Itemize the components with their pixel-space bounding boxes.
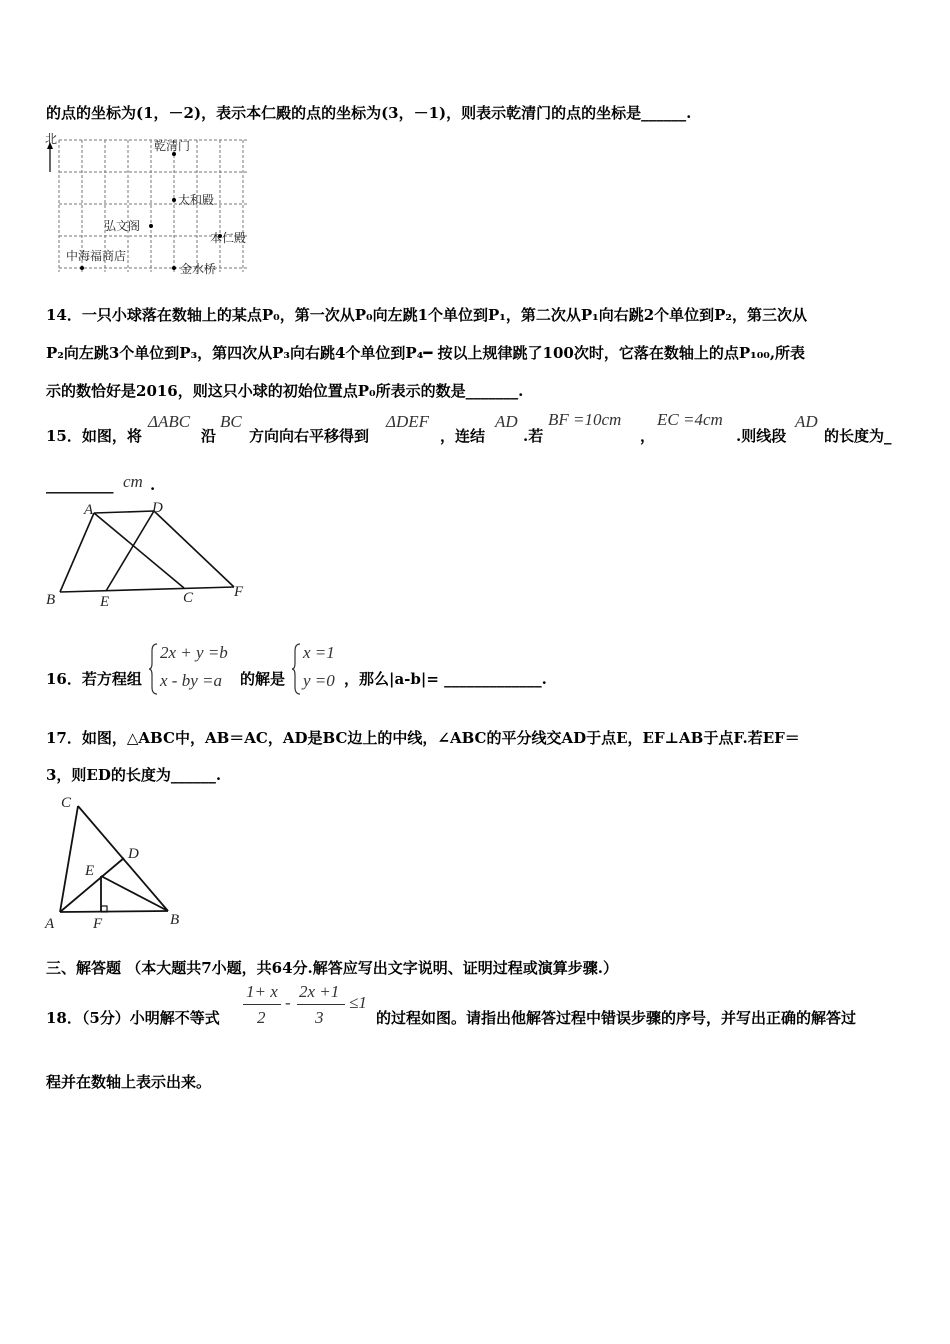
q14-line1: 14．一只小球落在数轴上的某点P₀，第一次从P₀向左跳1个单位到P₁，第二次从P₁向右跳2个单位到P₂，第三次从 bbox=[46, 306, 807, 324]
q15-math-def: ΔDEF bbox=[386, 412, 430, 431]
q15-text-1: 15．如图，将 bbox=[46, 427, 142, 445]
q15-math-ad: AD bbox=[495, 412, 518, 431]
label-d: D bbox=[152, 500, 163, 516]
map-label-zhonghai: 中海福商店 bbox=[66, 249, 127, 263]
q18-minus: - bbox=[285, 993, 291, 1012]
q15-math-bc: BC bbox=[220, 412, 242, 431]
q15-math-abc: ΔABC bbox=[148, 412, 191, 431]
label-d: D bbox=[128, 846, 139, 862]
map-label-benrendian: 本仁殿 bbox=[210, 231, 247, 245]
q16-sol1: x =1 bbox=[303, 643, 335, 662]
q15-text-2: 沿 bbox=[201, 427, 217, 445]
q17-line2: 3，则ED的长度为______. bbox=[46, 766, 222, 784]
north-label: 北 bbox=[45, 132, 58, 146]
palace-map-figure bbox=[44, 132, 254, 278]
q15-math-ec: EC =4cm bbox=[657, 410, 723, 429]
q15-math-bf: BF =10cm bbox=[548, 410, 622, 429]
q15-text-7: .则线段 bbox=[736, 427, 787, 445]
q16-sol2: y =0 bbox=[303, 671, 335, 690]
q14-line3: 示的数恰好是2016，则这只小球的初始位置点P₀所表示的数是_______. bbox=[46, 382, 524, 400]
q15-math-ad2: AD bbox=[795, 412, 818, 431]
triangle-figure bbox=[44, 790, 194, 932]
map-label-qianqingmen: 乾清门 bbox=[154, 139, 191, 153]
label-a: A bbox=[84, 502, 94, 518]
label-e: E bbox=[85, 863, 95, 879]
q15-text-4: ，连结 bbox=[440, 427, 486, 445]
q13-text: 的点的坐标为(1，－2)，表示本仁殿的点的坐标为(3，－1)，则表示乾清门的点的坐标是______. bbox=[46, 104, 692, 122]
q16-text-3: ，那么|a-b|= _____________. bbox=[344, 670, 547, 688]
q18-frac2-den: 3 bbox=[315, 1008, 324, 1027]
q18-text-1: 18．（5分）小明解不等式 bbox=[46, 1009, 220, 1027]
label-c: C bbox=[61, 795, 72, 811]
q15-text-3: 方向向右平移得到 bbox=[249, 427, 370, 445]
map-label-jinshuiqiao: 金水桥 bbox=[180, 262, 217, 276]
q15-text-8: 的长度为_ bbox=[824, 427, 892, 445]
q16-brace-1 bbox=[149, 643, 159, 695]
q15-unit: cm bbox=[123, 472, 143, 491]
q15-blank: _________ bbox=[46, 476, 114, 494]
q15-end: . bbox=[150, 476, 156, 494]
q15-text-6: ， bbox=[640, 427, 656, 445]
label-c: C bbox=[183, 590, 194, 606]
label-f: F bbox=[234, 584, 244, 600]
q18-frac1-num: 1+ x bbox=[246, 982, 278, 1001]
q16-eq1: 2x + y =b bbox=[160, 643, 228, 662]
q18-frac2-num: 2x +1 bbox=[299, 982, 340, 1001]
q16-text-1: 16．若方程组 bbox=[46, 670, 142, 688]
label-e: E bbox=[100, 594, 110, 610]
q18-le: ≤1 bbox=[349, 993, 367, 1012]
q18-line2: 程并在数轴上表示出来。 bbox=[46, 1073, 212, 1091]
q18-frac2-bar bbox=[297, 1004, 345, 1005]
label-f: F bbox=[93, 916, 103, 932]
q18-text-2: 的过程如图。请指出他解答过程中错误步骤的序号，并写出正确的解答过 bbox=[376, 1009, 857, 1027]
label-b: B bbox=[170, 912, 180, 928]
q16-text-2: 的解是 bbox=[240, 670, 286, 688]
q16-brace-2 bbox=[292, 643, 302, 695]
q18-frac1-bar bbox=[243, 1004, 281, 1005]
label-a: A bbox=[45, 916, 55, 932]
q18-frac1-den: 2 bbox=[257, 1008, 266, 1027]
q14-line2: P₂向左跳3个单位到P₃，第四次从P₃向右跳4个单位到P₄━ 按以上规律跳了100次时，它落在数轴上的点P₁₀₀,所表 bbox=[46, 344, 806, 362]
q17-line1: 17．如图，△ABC中，AB＝AC，AD是BC边上的中线，∠ABC的平分线交AD于点E，EF⊥AB于点F.若EF＝ bbox=[46, 729, 800, 747]
map-label-hongwenge: 弘文阁 bbox=[104, 219, 141, 233]
map-label-taihedian: 太和殿 bbox=[178, 193, 215, 207]
label-b: B bbox=[46, 592, 56, 608]
section3-title: 三、解答题 （本大题共7小题，共64分.解答应写出文字说明、证明过程或演算步骤.） bbox=[46, 959, 618, 977]
q16-eq2: x - by =a bbox=[160, 671, 222, 690]
translation-figure bbox=[44, 500, 254, 610]
q15-text-5: .若 bbox=[523, 427, 544, 445]
